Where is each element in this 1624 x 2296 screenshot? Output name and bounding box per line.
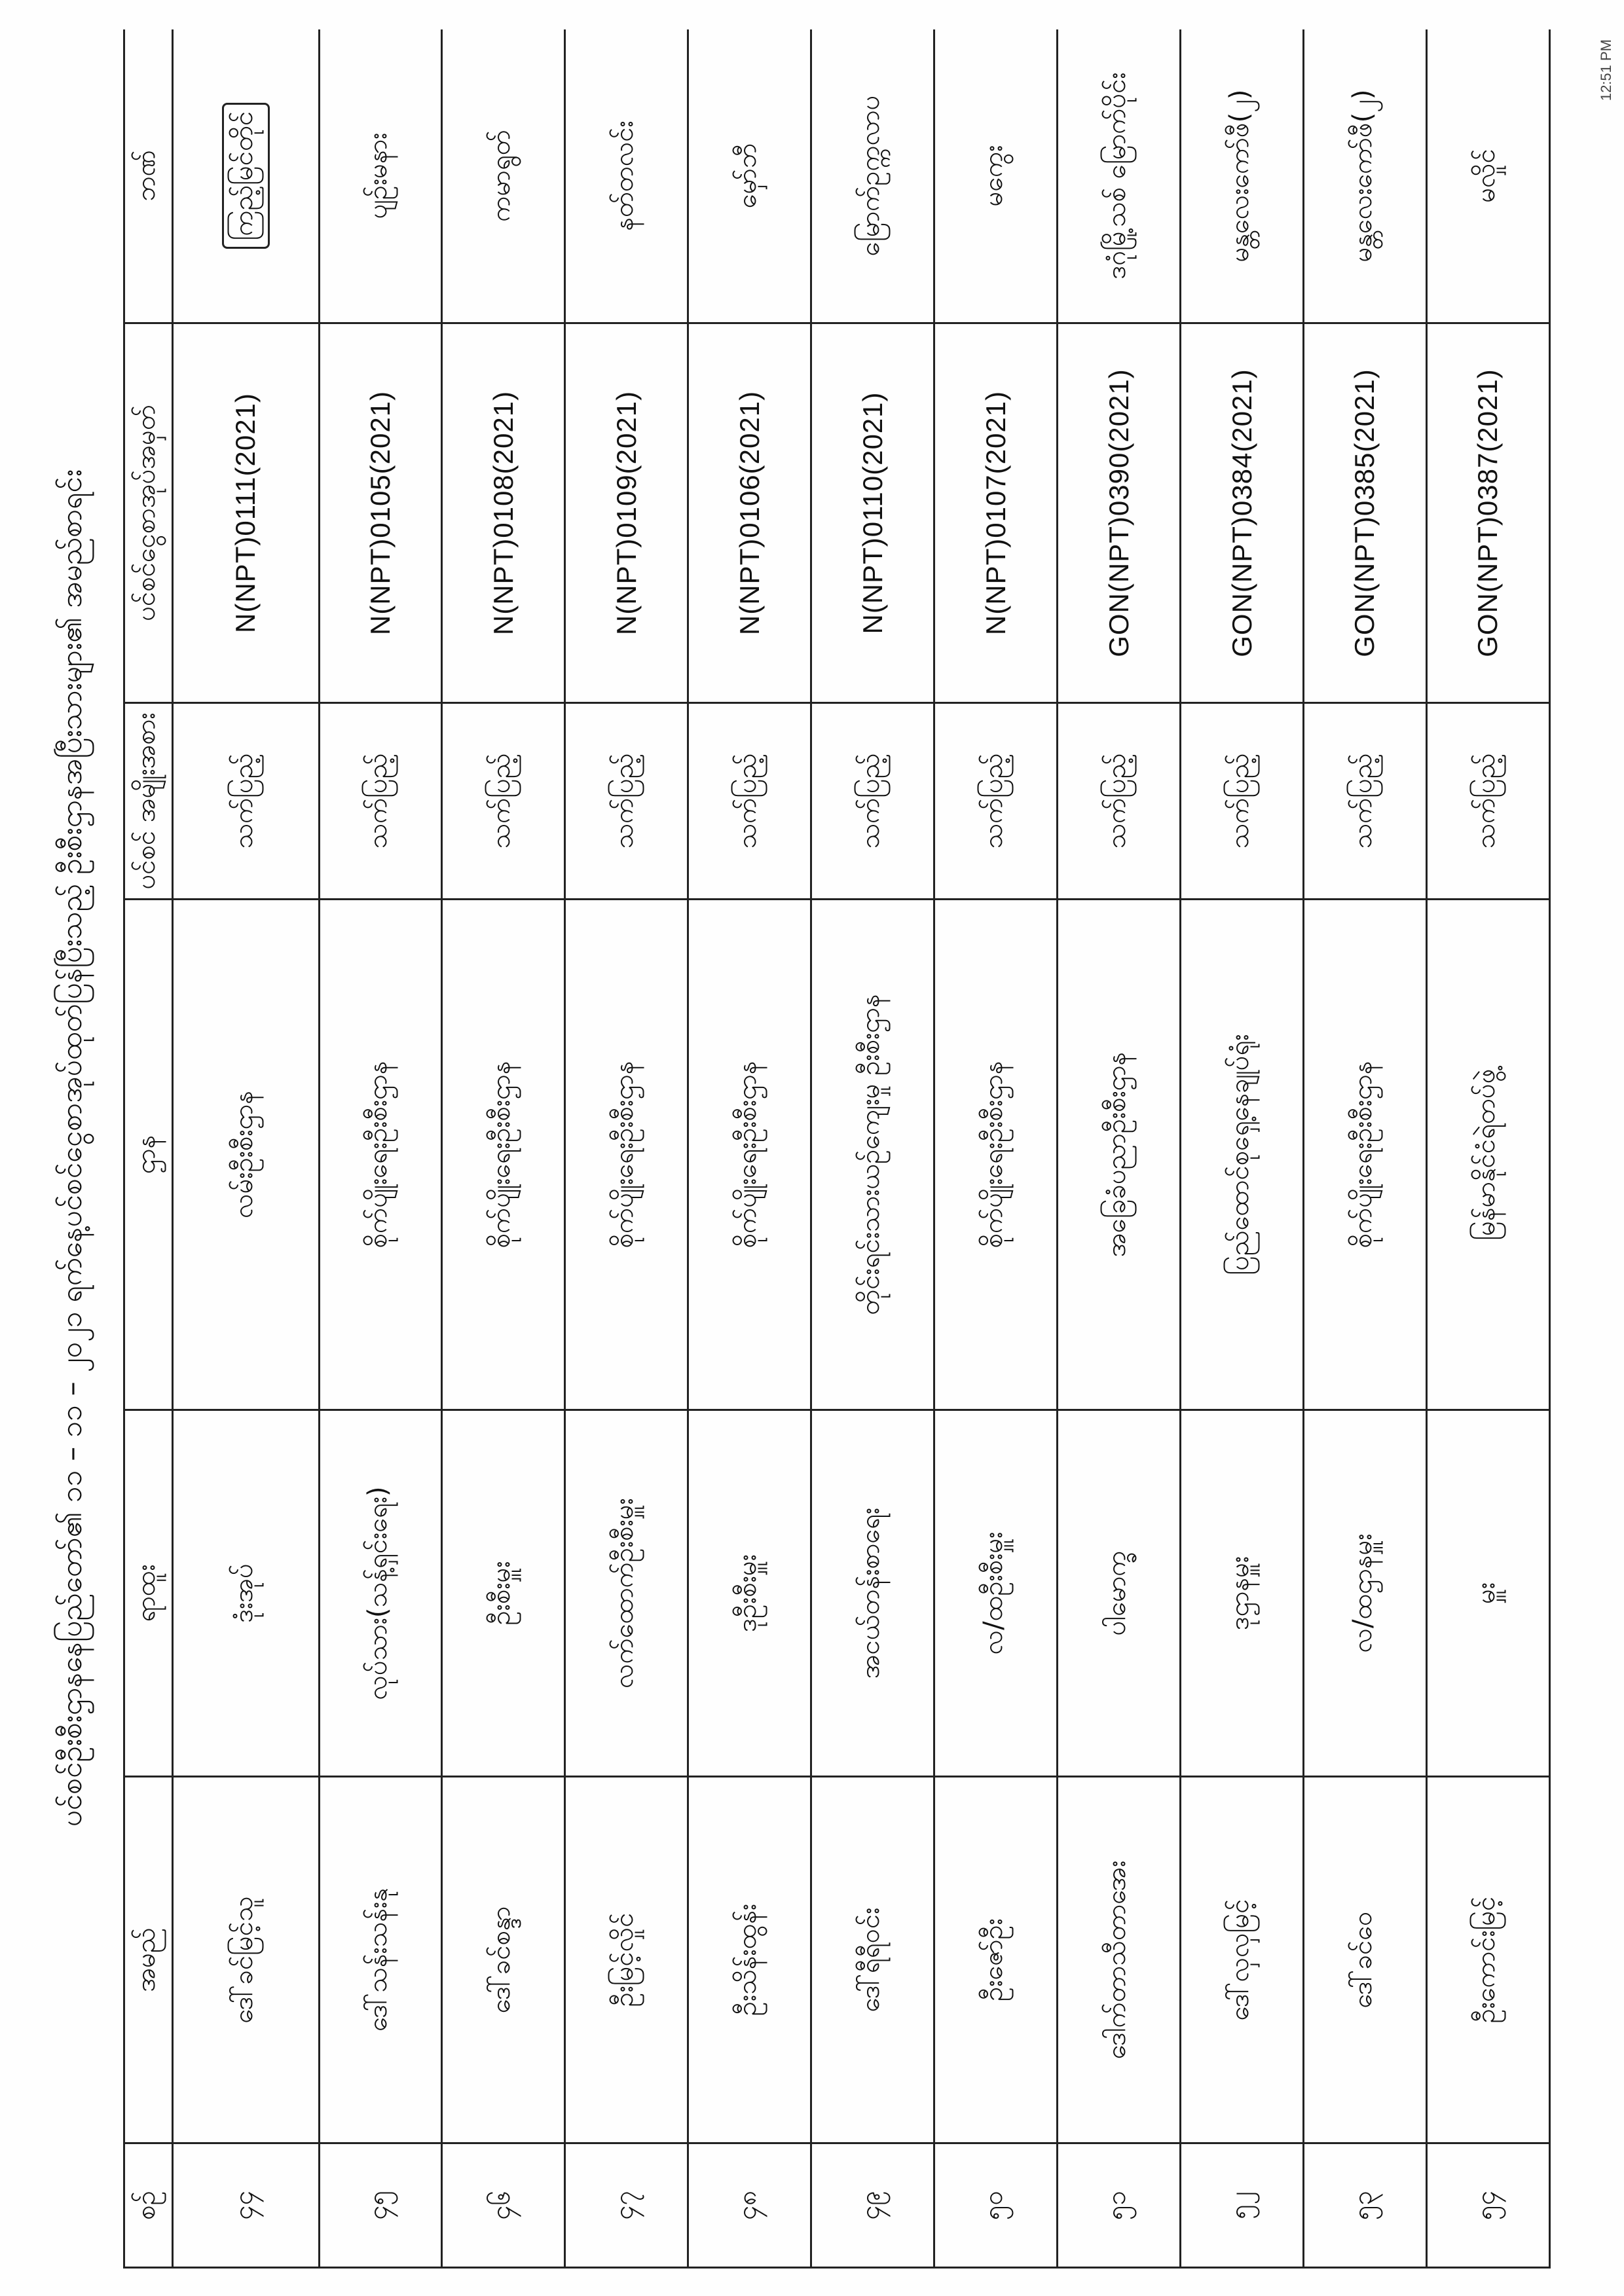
cell-name: ဒေါ်ခင်မြင့်သူ [173,1777,320,2143]
cell-bank: ပျဉ်းမနား [319,29,442,323]
cell-pension-book-no: GON(NPT)0390(2021) [1058,323,1181,703]
cell-pension-type: သက်ပြည့် [442,703,565,900]
cell-position: လက်ထောက်ဦးစီးမှူး [565,1410,688,1777]
table-row [811,29,934,2268]
table-row [688,29,811,2268]
table-header-row [124,29,173,2268]
cell-pension-type: သက်ပြည့် [319,703,442,900]
cell-no: ၄၆ [442,2143,565,2268]
cell-bank: နတ်တလင်း [565,29,688,323]
cell-department: စိုက်ပျိုးရေးဦးစီးဌာန [319,900,442,1410]
cell-name: ဒေါ်သန်းသန်းနု [319,1777,442,2143]
title-area [26,0,118,2296]
cell-pension-book-no: N(NPT)0108(2021) [442,323,565,703]
cell-position: မှူး [1426,1410,1549,1777]
header-department: ဌာန [124,900,173,1410]
cell-pension-type: သက်ပြည့် [1058,703,1181,900]
table-row [319,29,442,2268]
table-row [934,29,1058,2268]
cell-no: ၄၈ [688,2143,811,2268]
cell-bank: မကွေး [934,29,1058,323]
table-area [123,29,1551,2269]
cell-position: ဒုံးအုပ် [173,1410,320,1777]
cell-name: ဒေါ်ခင်စန္ဒာ [442,1777,565,2143]
cell-pension-book-no: N(NPT)0111(2021) [173,323,320,703]
cell-position: လုပ်သား(သန့်ရှင်းရေး) [319,1410,442,1777]
cell-pension-type: သက်ပြည့် [1181,703,1304,900]
table-row [1304,29,1427,2268]
pension-table [123,29,1551,2269]
header-position: ရာထူး [124,1410,173,1777]
cell-position: လ/ထဌာနမှူး [1304,1410,1427,1777]
cell-name: ဦးသိန်းထွန်း [688,1777,811,2143]
table-row [1058,29,1181,2268]
cell-department: စိုက်ပျိုးရေးဦးစီးဌာန [934,900,1058,1410]
cell-pension-book-no: N(NPT)0105(2021) [319,323,442,703]
cell-bank: မန္တလေးကော်ဖီ(၂) [1181,29,1304,323]
cell-no: ၅၂ [1181,2143,1304,2268]
cell-pension-type: သက်ပြည့် [565,703,688,900]
cell-pension-type: သက်ပြည့် [688,703,811,900]
cell-position: အငယ်တန်းစာရေး [811,1410,934,1777]
cell-name: ဒေါ်လှလှမြင့် [1181,1777,1304,2143]
cell-bank: မန္တလေးကော်ဖီ(၂) [1304,29,1427,323]
cell-department: စိုက်ပျိုးရေးဦးစီးဌာန [1304,900,1427,1410]
cell-name: ဒေါ်ခင်ဝေ [1304,1777,1427,2143]
cell-department: စိုက်ပျိုးရေးဦးစီးဌာန [688,900,811,1410]
cell-bank: မြောက်ဥက္ကလာပ [811,29,934,323]
cell-pension-book-no: N(NPT)0110(2021) [811,323,934,703]
cell-no: ၅၃ [1304,2143,1427,2268]
cell-name: ဒေါက်တာသီတာအေး [1058,1777,1181,2143]
cell-pension-book-no: N(NPT)0106(2021) [688,323,811,703]
cell-position: ပါမောက္ခ [1058,1410,1181,1777]
table-row [1426,29,1549,2268]
cell-pension-book-no: N(NPT)0107(2021) [934,323,1058,703]
cell-bank: မှော်ဘီ [688,29,811,323]
cell-pension-type: သက်ပြည့် [1426,703,1549,900]
rotated-table [123,29,1551,2269]
cell-position: လ/ထဦးစီးမှူး [934,1410,1058,1777]
cell-no: ၅၁ [1058,2143,1181,2268]
table-row [173,29,320,2268]
cell-pension-type: သက်ပြည့် [811,703,934,900]
cell-department: မြန်မာနိုင်ငံရဲတပ်ဖွဲ့ [1426,900,1549,1410]
cell-no: ၄၇ [565,2143,688,2268]
cell-name: ဦးဇော်ဦး [934,1777,1058,2143]
cell-bank: ကမာရွတ် [442,29,565,323]
cell-department: စိုက်ပျိုးရေးဦးစီးဌာန [442,900,565,1410]
cell-no: ၄၅ [319,2143,442,2268]
cell-department: လမ်းဦးစီးဌာန [173,900,320,1410]
cell-pension-type: သက်ပြည့် [173,703,320,900]
cell-pension-book-no: GON(NPT)0387(2021) [1426,323,1549,703]
cell-pension-type: သက်ပြည့် [1304,703,1427,900]
cell-department: အခြေခံပညာဦးစီးဌာန [1058,900,1181,1410]
boxed-bank-label: ကြည့်မြင်တိုင် [222,103,270,249]
cell-position: ဒုဦးစီးမှူး [688,1410,811,1777]
cell-pension-type: သက်ပြည့် [934,703,1058,900]
cell-position: ဦးစီးမှူး [442,1410,565,1777]
cell-no: ၄၄ [173,2143,320,2268]
cell-no: ၄၉ [811,2143,934,2268]
cell-bank: မလှိုင် [1426,29,1549,323]
header-pension-book-no: ပင်စင်ငွေစာအုပ်အမှတ် [124,323,173,703]
cell-name: ဦးကောင်းမြင့် [1426,1777,1549,2143]
header-name: အမည် [124,1777,173,2143]
cell-department: စိုက်ပျိုးရေးဦးစီးဌာန [565,900,688,1410]
cell-bank [173,29,320,323]
table-row [1181,29,1304,2268]
header-bank: ဘဏ် [124,29,173,323]
cell-name: ဒေါ်ရီရီဝင်း [811,1777,934,2143]
cell-pension-book-no: N(NPT)0109(2021) [565,323,688,703]
cell-pension-book-no: GON(NPT)0385(2021) [1304,323,1427,703]
cell-department: ပြည်ထောင်စုရှေ့နေချုပ်ရုံး [1181,900,1304,1410]
header-pension-type: ပင်စင် အမျိုးအစား [124,703,173,900]
cell-position: ဒုဌာနမှူး [1181,1410,1304,1777]
cell-department: တိုင်းရင်းသားယဉ်ကျေးမှု ဦးစီးဌာန [811,900,934,1410]
header-no: စဉ် [124,2143,173,2268]
scan-timestamp: 12:51 PM [1598,39,1614,101]
table-row [565,29,688,2268]
cell-name: ဦးမြင့်လှိုင် [565,1777,688,2143]
table-row [442,29,565,2268]
cell-no: ၅၀ [934,2143,1058,2268]
cell-pension-book-no: GON(NPT)0384(2021) [1181,323,1304,703]
cell-bank: ဒဂုံမြို့သစ် မြောက်ပိုင်း [1058,29,1181,323]
document-title: ပင်စင်ဦးစီးဌာနနေပြည်တော်၏ ၁၁ – ၁၁ – ၂၀၂၁ ရက်နေ့ပင်စင်ငွေစာအုပ်ထုတ်ပြန်ပြီးသည့် ဦးစီးဌာနအပြီးသားများ၏ အမည်စာရင်း [55,469,88,1827]
cell-no: ၅၄ [1426,2143,1549,2268]
